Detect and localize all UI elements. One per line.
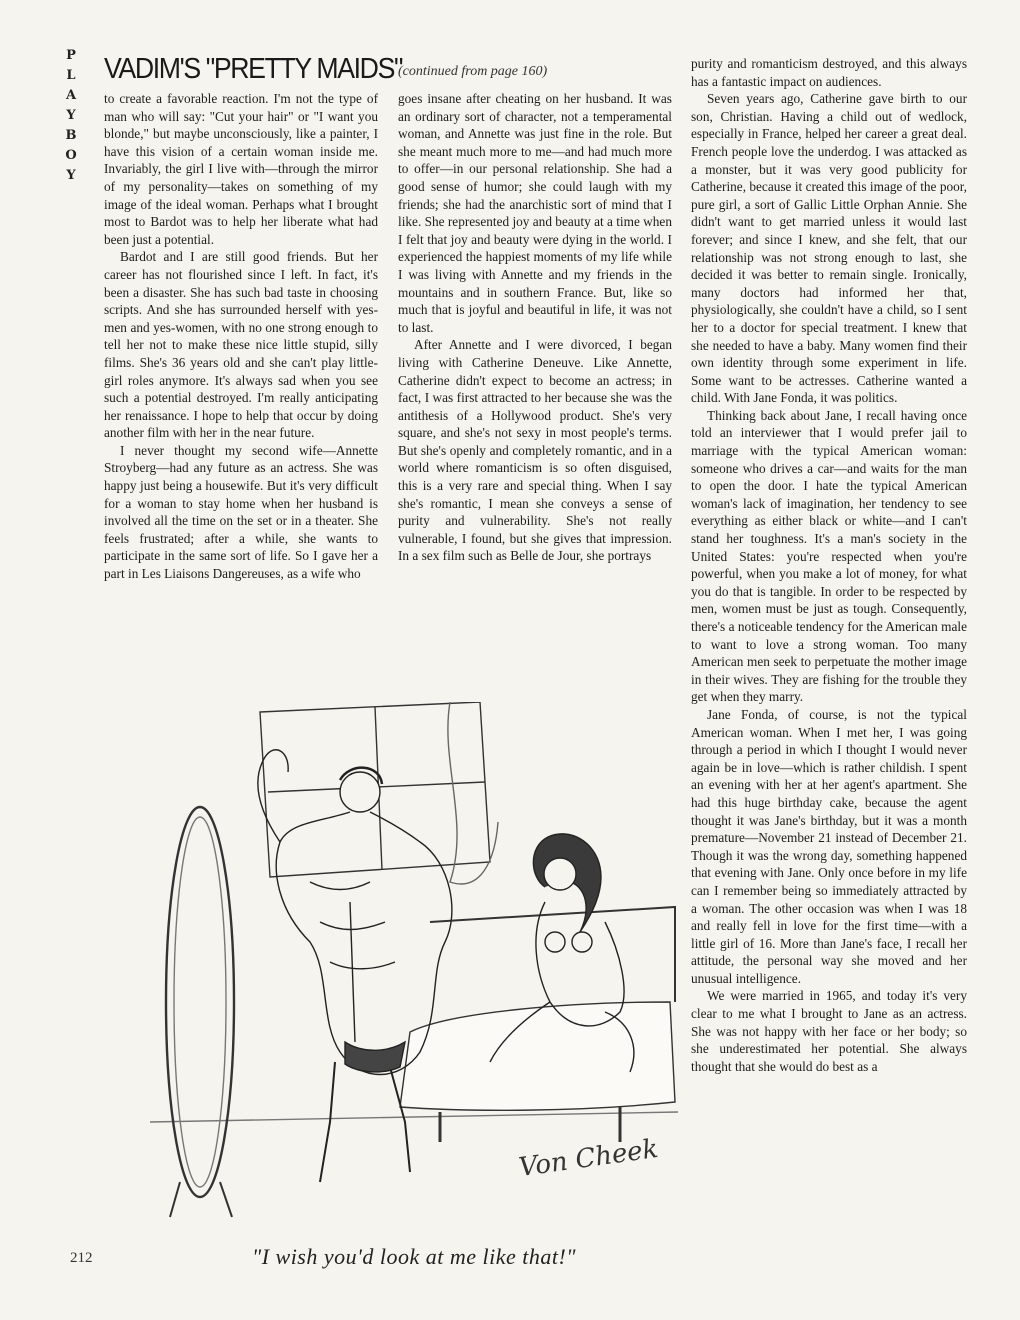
mirror [166,807,234,1197]
paragraph: to create a favorable reaction. I'm not the type of man who will say: "Cut your hair" or "I want you blonde," but maybe unconsciously, like a painter, I have this vision of a certain woman inside me. Invariably, the girl I live with—through the mirror of my personality—takes on something of my image of the ideal woman. Perhaps what I brought most to Bardot was to help her liberate what had been just a potential. [104,91,378,247]
paragraph: I never thought my second wife—Annette Stroyberg—had any future as an actress. She was happy just being a housewife. But it's very difficult for a woman to stay home when her husband is involved all the time on the set or in a theater. She feels frustrated; after a while, she wants to participate in the same sort of life. So I gave her a part in Les Liaisons Dangereuses, as a wife who [104,442,378,582]
paragraph: goes insane after cheating on her husband. It was an ordinary sort of character, not a temperamental woman, and Annette was just fine in the role. But she meant much more to me—and had much more to offer—in our personal relationship. She had a good sense of humor; she could laugh with my friends; she had the anarchistic sort of mind that I like. She represented joy and beauty at a time when I felt that joy and beauty were dying in the world. I experienced the happiest moments of my life while I was living with Annette and my friends in the mountains and in southern France. But, like so much that is joyful and beautiful in life, it was not to last. [398,91,672,335]
paragraph: We were married in 1965, and today it's very clear to me what I brought to Jane as an actress. She was not happy with her face or her body; so she underestimated her potential. She always thought that she would do best as a [691,988,967,1074]
paragraph: After Annette and I were divorced, I began living with Catherine Deneuve. Like Annette, Catherine didn't expect to become an actress; in fact, I was first attracted to her because she was the antithesis of a Hollywood product. She's very square, and she's not sexy in most people's terms. But she's openly and completely romantic, and in a world where romanticism is so often disguised, this is a very rare and special thing. When I say she's romantic, I mean she conveys a sense of purity and vulnerability. She's not really vulnerable, I found, but she gives that impression. In a sex film such as Belle de Jour, she portrays [398,337,672,564]
text-column-3 [691,55,967,1075]
continued-note: (continued from page 160) [398,64,548,79]
magazine-masthead: P L A Y B O Y [65,48,77,183]
bed-headboard [430,907,675,1002]
paragraph: Bardot and I are still good friends. But her career has not flourished since I left. In fact, it's been a disaster. She has such bad taste in choosing scripts. And she has surrounded herself with yes-men and yes-women, with no one strong enough to tell her not to make these nice little stupid, silly films. She's 36 years old and she can't play little-girl roles anymore. It's always sad when you see such a potential destroyed. I'm really anticipating her renaissance. I hope to help that occur by doing another film with her in the near future. [104,249,378,441]
cartoon-caption: "I wish you'd look at me like that!" [251,1244,577,1269]
text-column-1 [104,90,378,583]
cartoon-illustration [150,702,678,1220]
paragraph: purity and romanticism destroyed, and this always has a fantastic impact on audiences. [691,56,967,89]
artist-signature: Von Cheek [517,1133,661,1184]
text-column-2 [398,90,672,565]
paragraph: Seven years ago, Catherine gave birth to our son, Christian. Having a child out of wedlock, especially in France, helped her career a great deal. French people love the underdog. I was attacked as a monster, but it was very good publicity for Catherine, because it created this image of the poor, pure girl, a sort of Gallic Little Orphan Annie. She didn't want to get married unless it would last forever; and since I knew, and she felt, that our relationship was not strong enough to last, she decided it was better to remain single. Ironically, many doctors had informed her that, physiologically, she couldn't have a child, so I sent her to a doctor for special treatment. I knew that she needed to have a baby. Many women find their own identity through some experiment in life. Some want to be actresses. Catherine wanted a child. With Jane Fonda, it was politics. [691,91,967,406]
article-headline: VADIM'S "PRETTY MAIDS" [104,53,403,85]
paragraph: Jane Fonda, of course, is not the typical American woman. When I met her, I was going through a period in which I thought I would never again be in love—which is rather childish. I spent an evening with her at her agent's apartment. She had this huge birthday cake, because the agent thought it was Jane's birthday, but it was a month premature—November 21 instead of December 21. Though it was the wrong day, something happened that evening with Jane. Only once before in my life can I remember being so immediately attracted by a woman. The other occasion was when I was 18 and really fell in love for the first time—with a little girl of 16. More than Jane's face, I recall her attitude, the personal way she moved and her unusual intelligence. [691,706,967,986]
paragraph: Thinking back about Jane, I recall having once told an interviewer that I would prefer jail to marriage with the typical American woman: someone who drives a car—and waits for the man to open the door. I hate the typical American woman's lack of imagination, her tendency to see everything as either black or white—and I can't stand her toughness. It's a man's society in the United States: you're respected when you're powerful, when you make a lot of money, for what you do that is tangible. In order to be respected by men, women must be just as tough. Consequently, there's a noticeable tendency for the American male to want to love a strong woman. Too many American men seek to perpetuate the mother image in their wives. They are fishing for the trouble they get when they marry. [691,407,967,705]
page-number: 212 [70,1250,93,1266]
